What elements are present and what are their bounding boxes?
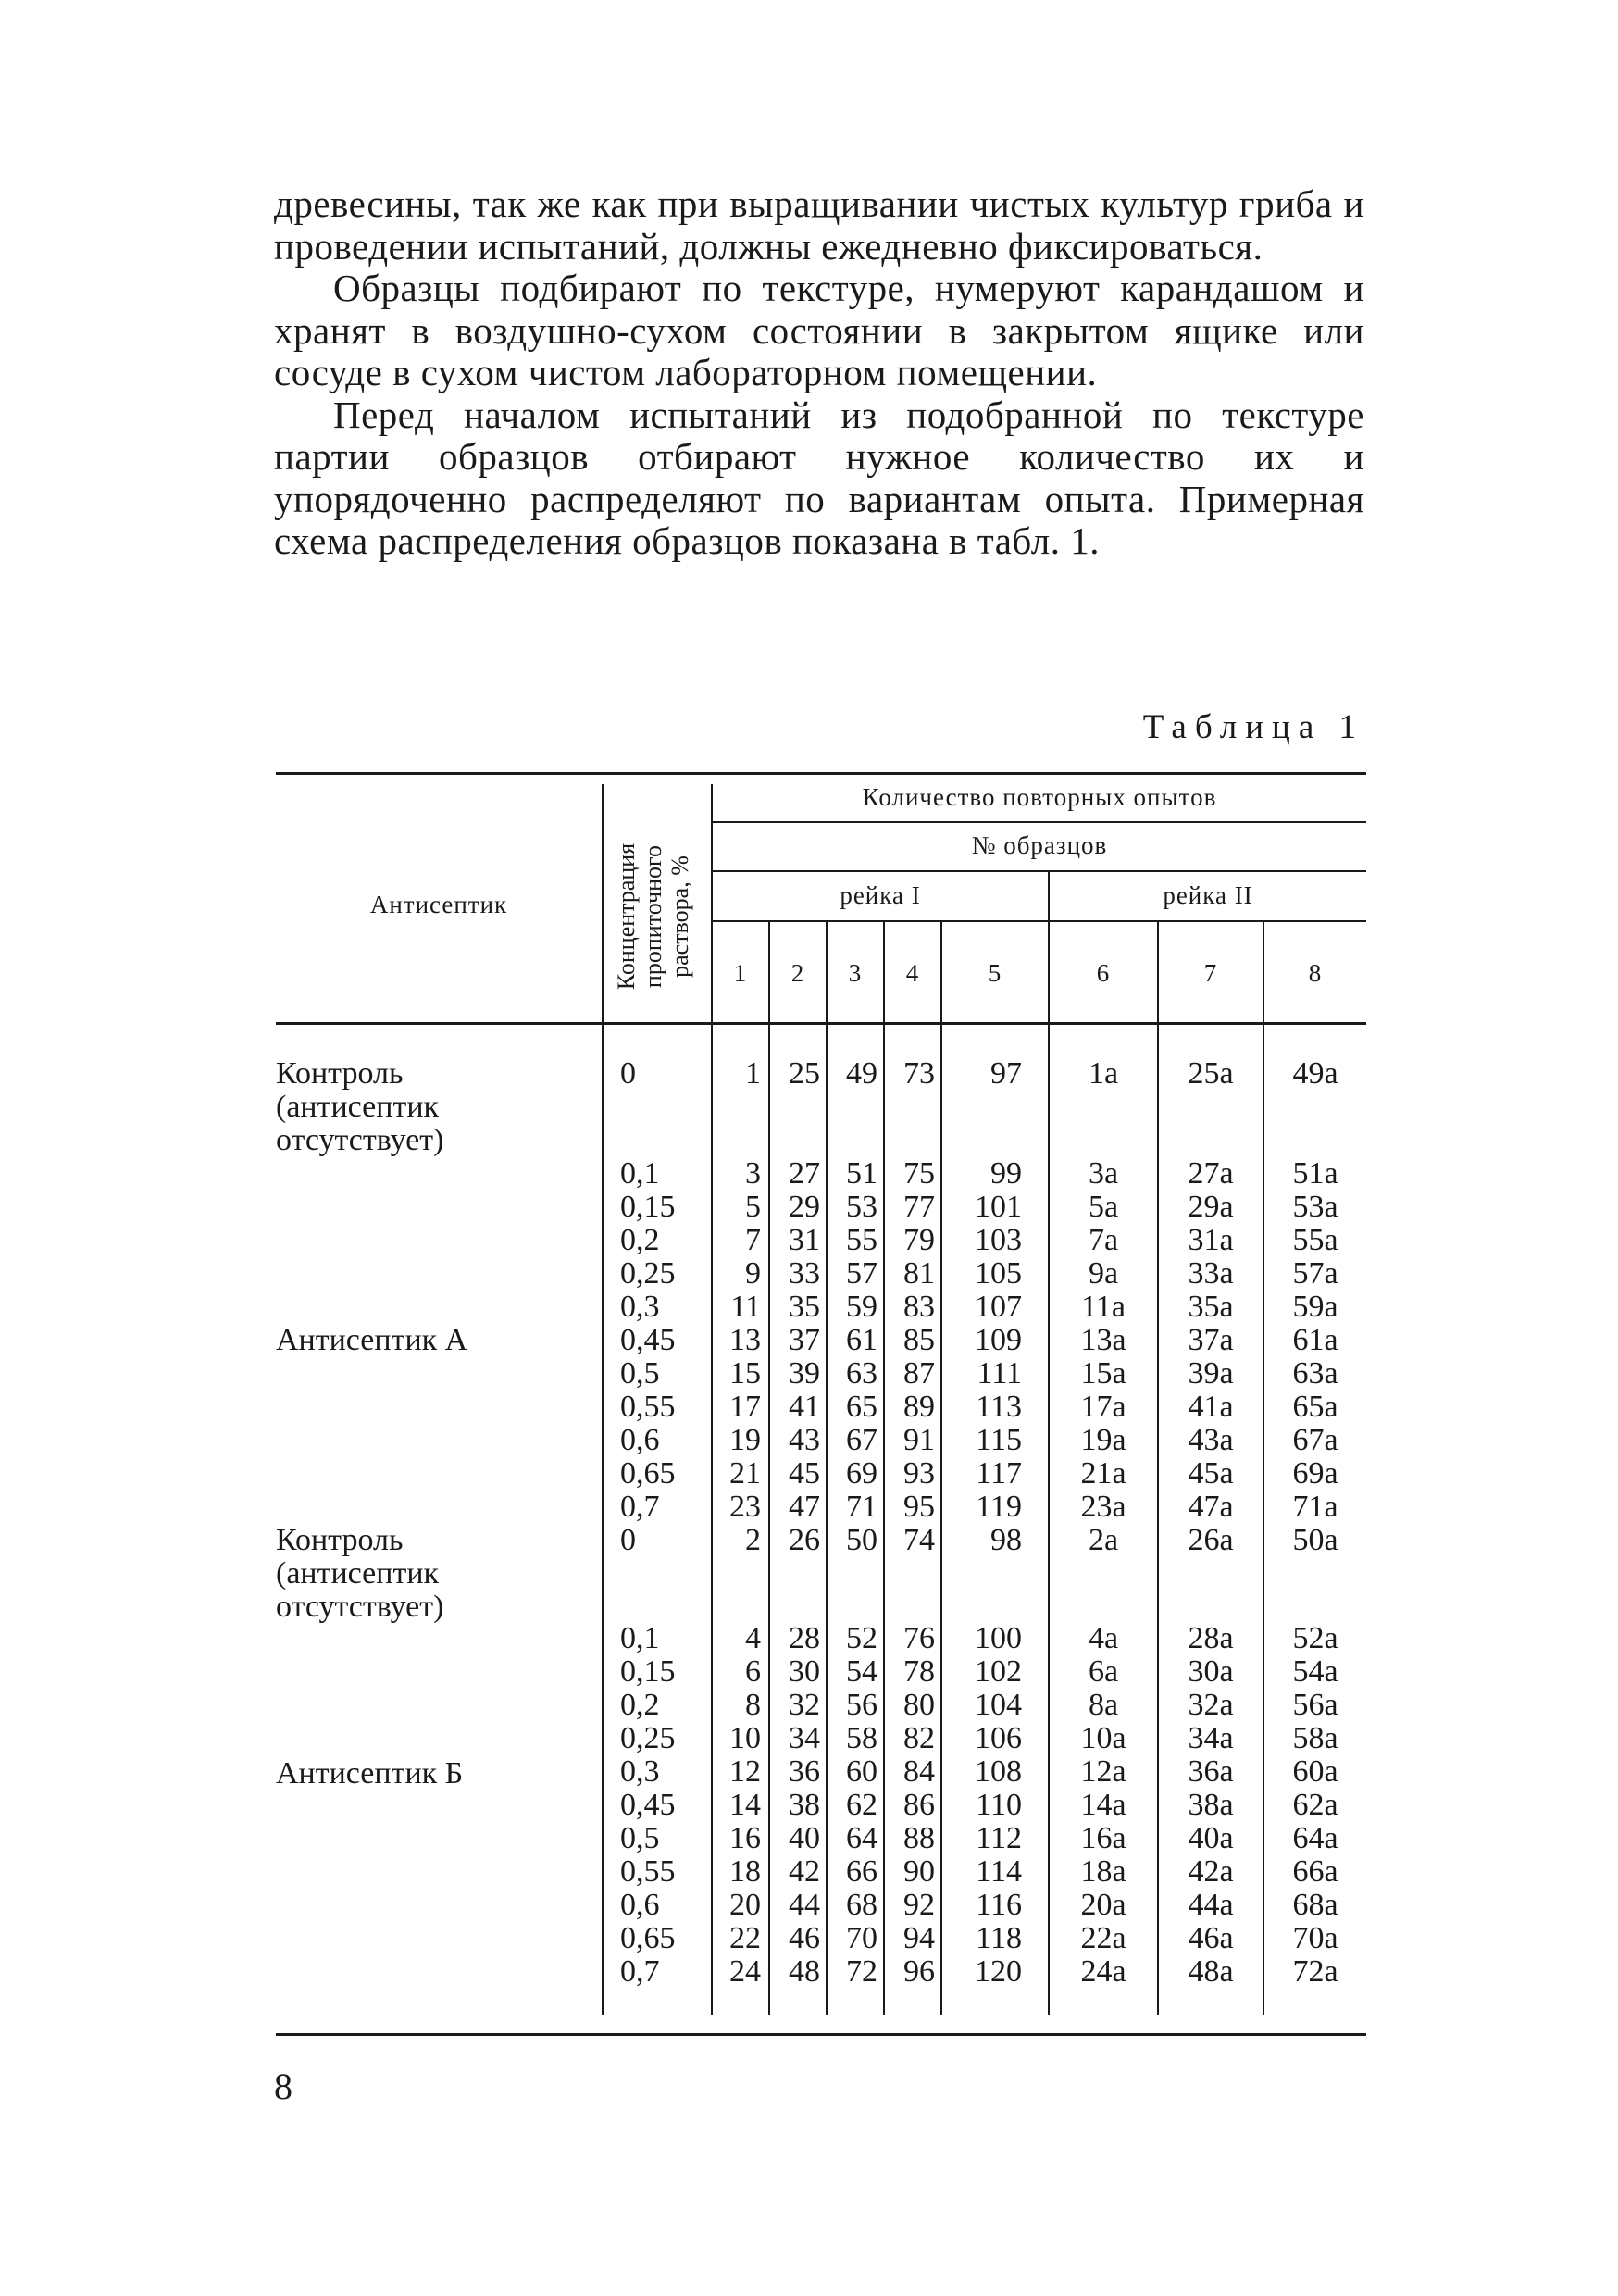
concentration-cell: 0: [620, 1523, 636, 1557]
table-caption: Таблица 1: [1142, 708, 1364, 746]
sample-cell: 2а: [1088, 1523, 1119, 1557]
header-col-1: 1: [733, 959, 748, 987]
sample-cell: 94: [903, 1921, 935, 1955]
sample-cell: 40: [789, 1821, 820, 1855]
concentration-cell: 0,55: [620, 1390, 676, 1424]
sample-cell: 46: [789, 1921, 820, 1955]
sample-cell: 26а: [1188, 1523, 1234, 1557]
body-text: [274, 183, 1364, 563]
header-antiseptic: Антисептик: [369, 891, 508, 918]
paragraph-1: древесины, так же как при выращивании чистых культур гриба и проведении испытаний, должны ежедневно фиксироваться.: [274, 182, 1364, 268]
sample-cell: 70а: [1292, 1921, 1338, 1955]
table-row: [0, 1524, 1618, 1557]
sample-cell: 102: [975, 1654, 1022, 1689]
sample-cell: 22: [729, 1921, 761, 1955]
sample-cell: 24: [729, 1954, 761, 1989]
table-row: [0, 1224, 1618, 1257]
sample-cell: 18а: [1080, 1854, 1126, 1889]
sample-cell: 17а: [1080, 1390, 1126, 1424]
header-col-6: 6: [1096, 959, 1111, 987]
sample-cell: 13а: [1080, 1323, 1126, 1357]
table-row: [0, 1257, 1618, 1291]
header-col-3: 3: [848, 959, 863, 987]
sample-cell: 71а: [1292, 1490, 1338, 1524]
sample-cell: 2: [745, 1523, 761, 1557]
table-row: [0, 1622, 1618, 1655]
table-row: [0, 1191, 1618, 1224]
sample-cell: 60: [846, 1754, 877, 1789]
table-row: [0, 1789, 1618, 1822]
sample-cell: 57а: [1292, 1256, 1338, 1291]
concentration-cell: 0,6: [620, 1888, 660, 1922]
sample-cell: 86: [903, 1788, 935, 1822]
sample-cell: 113: [976, 1390, 1022, 1424]
concentration-cell: 0,65: [620, 1921, 676, 1955]
sample-cell: 59а: [1292, 1290, 1338, 1324]
sample-cell: 55: [846, 1223, 877, 1257]
sample-cell: 29а: [1188, 1190, 1234, 1224]
sample-cell: 91: [903, 1423, 935, 1457]
sample-cell: 118: [976, 1921, 1022, 1955]
sample-cell: 117: [976, 1456, 1022, 1491]
header-repeats: Количество повторных опытов: [862, 783, 1217, 811]
sample-cell: 104: [975, 1688, 1022, 1722]
sample-cell: 69а: [1292, 1456, 1338, 1491]
sample-cell: 67а: [1292, 1423, 1338, 1457]
sample-cell: 71: [846, 1490, 877, 1524]
sample-cell: 42: [789, 1854, 820, 1889]
sample-cell: 61: [846, 1323, 877, 1357]
sample-cell: 44: [789, 1888, 820, 1922]
concentration-cell: 0,45: [620, 1788, 676, 1822]
sample-cell: 62: [846, 1788, 877, 1822]
concentration-cell: 0,7: [620, 1490, 660, 1524]
table-row: [0, 1755, 1618, 1789]
sample-cell: 48а: [1188, 1954, 1234, 1989]
sample-cell: 16а: [1080, 1821, 1126, 1855]
sample-cell: 100: [975, 1621, 1022, 1655]
sample-cell: 44а: [1188, 1888, 1234, 1922]
sample-cell: 64а: [1292, 1821, 1338, 1855]
sample-cell: 97: [990, 1056, 1022, 1091]
sample-cell: 120: [975, 1954, 1022, 1989]
table-row: [0, 1457, 1618, 1491]
sample-cell: 70: [846, 1921, 877, 1955]
sample-cell: 37а: [1188, 1323, 1234, 1357]
sample-cell: 116: [976, 1888, 1022, 1922]
sample-cell: 76: [903, 1621, 935, 1655]
sample-cell: 79: [903, 1223, 935, 1257]
sample-cell: 52а: [1292, 1621, 1338, 1655]
table-row: [0, 1057, 1618, 1091]
sample-cell: 21: [729, 1456, 761, 1491]
paragraph-3: Перед началом испытаний из подобранной по текстуре партии образцов отбирают нужное количество их и упорядоченно распределяют по вариантам опыта. Примерная схема распределения образцов показана в табл. 1.: [274, 393, 1364, 562]
sample-cell: 50а: [1292, 1523, 1338, 1557]
sample-cell: 73: [903, 1056, 935, 1091]
sample-cell: 22а: [1080, 1921, 1126, 1955]
sample-cell: 51а: [1292, 1156, 1338, 1191]
table-bottom-rule: [276, 2033, 1366, 2036]
concentration-cell: 0,1: [620, 1156, 660, 1191]
sample-cell: 51: [846, 1156, 877, 1191]
sample-cell: 62а: [1292, 1788, 1338, 1822]
concentration-cell: 0,1: [620, 1621, 660, 1655]
concentration-cell: 0,55: [620, 1854, 676, 1889]
sample-cell: 45: [789, 1456, 820, 1491]
sample-cell: 106: [975, 1721, 1022, 1755]
sample-cell: 103: [975, 1223, 1022, 1257]
concentration-cell: 0,7: [620, 1954, 660, 1989]
sample-cell: 75: [903, 1156, 935, 1191]
sample-cell: 110: [976, 1788, 1022, 1822]
sample-cell: 96: [903, 1954, 935, 1989]
sample-cell: 65: [846, 1390, 877, 1424]
sample-cell: 88: [903, 1821, 935, 1855]
sample-cell: 27: [789, 1156, 820, 1191]
sample-cell: 66: [846, 1854, 877, 1889]
sample-cell: 15: [729, 1356, 761, 1391]
sample-cell: 63: [846, 1356, 877, 1391]
concentration-cell: 0,5: [620, 1356, 660, 1391]
header-col-2: 2: [790, 959, 805, 987]
concentration-cell: 0,45: [620, 1323, 676, 1357]
sample-cell: 101: [975, 1190, 1022, 1224]
sample-cell: 80: [903, 1688, 935, 1722]
sample-cell: 36: [789, 1754, 820, 1789]
concentration-cell: 0: [620, 1056, 636, 1091]
sample-cell: 36а: [1188, 1754, 1234, 1789]
sample-cell: 64: [846, 1821, 877, 1855]
sample-cell: 32: [789, 1688, 820, 1722]
table-row: [0, 1424, 1618, 1457]
sample-cell: 25а: [1188, 1056, 1234, 1091]
sample-cell: 54а: [1292, 1654, 1338, 1689]
sample-cell: 8а: [1088, 1688, 1119, 1722]
sample-cell: 20а: [1080, 1888, 1126, 1922]
sample-cell: 35: [789, 1290, 820, 1324]
header-col-8: 8: [1308, 959, 1323, 987]
sample-cell: 9: [745, 1256, 761, 1291]
concentration-cell: 0,2: [620, 1688, 660, 1722]
sample-cell: 1а: [1088, 1056, 1119, 1091]
sample-cell: 11: [730, 1290, 761, 1324]
sample-cell: 10а: [1080, 1721, 1126, 1755]
sample-cell: 81: [903, 1256, 935, 1291]
sample-cell: 8: [745, 1688, 761, 1722]
sample-cell: 23: [729, 1490, 761, 1524]
sample-cell: 7а: [1088, 1223, 1119, 1257]
sample-cell: 87: [903, 1356, 935, 1391]
concentration-cell: 0,25: [620, 1721, 676, 1755]
sample-cell: 60а: [1292, 1754, 1338, 1789]
sample-cell: 85: [903, 1323, 935, 1357]
sample-cell: 31а: [1188, 1223, 1234, 1257]
sample-cell: 72: [846, 1954, 877, 1989]
sample-cell: 47: [789, 1490, 820, 1524]
sample-cell: 19: [729, 1423, 761, 1457]
group-label-control-1: Контроль (антисептик отсутствует): [276, 1056, 444, 1157]
sample-cell: 16: [729, 1821, 761, 1855]
sample-cell: 39: [789, 1356, 820, 1391]
header-line-samples: [711, 870, 1366, 872]
sample-cell: 57: [846, 1256, 877, 1291]
concentration-cell: 0,3: [620, 1754, 660, 1789]
sample-cell: 25: [789, 1056, 820, 1091]
sample-cell: 14: [729, 1788, 761, 1822]
sample-cell: 49: [846, 1056, 877, 1091]
sample-cell: 52: [846, 1621, 877, 1655]
sample-cell: 82: [903, 1721, 935, 1755]
sample-cell: 5: [745, 1190, 761, 1224]
sample-cell: 48: [789, 1954, 820, 1989]
header-col-5: 5: [988, 959, 1002, 987]
concentration-cell: 0,15: [620, 1654, 676, 1689]
sample-cell: 98: [990, 1523, 1022, 1557]
sample-cell: 56: [846, 1688, 877, 1722]
sample-cell: 30а: [1188, 1654, 1234, 1689]
sample-cell: 11а: [1081, 1290, 1126, 1324]
sample-cell: 12а: [1080, 1754, 1126, 1789]
sample-cell: 3а: [1088, 1156, 1119, 1191]
sample-cell: 72а: [1292, 1954, 1338, 1989]
sample-cell: 31: [789, 1223, 820, 1257]
sample-cell: 111: [977, 1356, 1022, 1391]
concentration-cell: 0,5: [620, 1821, 660, 1855]
sample-cell: 50: [846, 1523, 877, 1557]
sample-cell: 21а: [1080, 1456, 1126, 1491]
sample-cell: 6а: [1088, 1654, 1119, 1689]
table-row: [0, 1889, 1618, 1922]
sample-cell: 61а: [1292, 1323, 1338, 1357]
sample-cell: 17: [729, 1390, 761, 1424]
sample-cell: 12: [729, 1754, 761, 1789]
sample-cell: 46а: [1188, 1921, 1234, 1955]
sample-cell: 107: [975, 1290, 1022, 1324]
sample-cell: 35а: [1188, 1290, 1234, 1324]
sample-cell: 66а: [1292, 1854, 1338, 1889]
sample-cell: 23а: [1080, 1490, 1126, 1524]
table-row: [0, 1722, 1618, 1755]
table-row: [0, 1955, 1618, 1989]
sample-cell: 5а: [1088, 1190, 1119, 1224]
sample-cell: 77: [903, 1190, 935, 1224]
table-row: [0, 1157, 1618, 1191]
header-line-repeats: [711, 821, 1366, 823]
header-rail-2: рейка II: [1163, 881, 1253, 909]
sample-cell: 41: [789, 1390, 820, 1424]
sample-cell: 20: [729, 1888, 761, 1922]
group-label-antiseptic-b: Антисептик Б: [276, 1756, 464, 1791]
sample-cell: 114: [976, 1854, 1022, 1889]
sample-cell: 27а: [1188, 1156, 1234, 1191]
concentration-cell: 0,15: [620, 1190, 676, 1224]
sample-cell: 92: [903, 1888, 935, 1922]
sample-cell: 55а: [1292, 1223, 1338, 1257]
sample-cell: 58а: [1292, 1721, 1338, 1755]
sample-cell: 89: [903, 1390, 935, 1424]
sample-cell: 41а: [1188, 1390, 1234, 1424]
sample-cell: 45а: [1188, 1456, 1234, 1491]
sample-cell: 95: [903, 1490, 935, 1524]
group-label-antiseptic-a: Антисептик А: [276, 1323, 468, 1357]
sample-cell: 28а: [1188, 1621, 1234, 1655]
concentration-cell: 0,25: [620, 1256, 676, 1291]
sample-cell: 84: [903, 1754, 935, 1789]
table-row: [0, 1689, 1618, 1722]
sample-cell: 40а: [1188, 1821, 1234, 1855]
sample-cell: 4а: [1088, 1621, 1119, 1655]
sample-cell: 43а: [1188, 1423, 1234, 1457]
sample-cell: 1: [745, 1056, 761, 1091]
table-header-bottom-rule: [276, 1022, 1366, 1025]
sample-cell: 68: [846, 1888, 877, 1922]
table-row: [0, 1855, 1618, 1889]
table-row: [0, 1491, 1618, 1524]
sample-cell: 13: [729, 1323, 761, 1357]
sample-cell: 34а: [1188, 1721, 1234, 1755]
sample-cell: 115: [976, 1423, 1022, 1457]
concentration-cell: 0,65: [620, 1456, 676, 1491]
sample-cell: 47а: [1188, 1490, 1234, 1524]
sample-cell: 54: [846, 1654, 877, 1689]
sample-cell: 19а: [1080, 1423, 1126, 1457]
sample-cell: 105: [975, 1256, 1022, 1291]
sample-cell: 90: [903, 1854, 935, 1889]
sample-cell: 93: [903, 1456, 935, 1491]
concentration-cell: 0,3: [620, 1290, 660, 1324]
header-col-4: 4: [905, 959, 920, 987]
sample-cell: 6: [745, 1654, 761, 1689]
sample-cell: 99: [990, 1156, 1022, 1191]
sample-cell: 4: [745, 1621, 761, 1655]
sample-cell: 59: [846, 1290, 877, 1324]
header-line-rails: [711, 920, 1366, 922]
sample-cell: 34: [789, 1721, 820, 1755]
sample-cell: 7: [745, 1223, 761, 1257]
sample-cell: 68а: [1292, 1888, 1338, 1922]
table-row: [0, 1324, 1618, 1357]
sample-cell: 38: [789, 1788, 820, 1822]
table-row: [0, 1655, 1618, 1689]
sample-cell: 33а: [1188, 1256, 1234, 1291]
concentration-cell: 0,6: [620, 1423, 660, 1457]
sample-cell: 53: [846, 1190, 877, 1224]
sample-cell: 3: [745, 1156, 761, 1191]
sample-cell: 15а: [1080, 1356, 1126, 1391]
table-row: [0, 1357, 1618, 1391]
sample-cell: 67: [846, 1423, 877, 1457]
concentration-cell: 0,2: [620, 1223, 660, 1257]
sample-cell: 14а: [1080, 1788, 1126, 1822]
sample-cell: 112: [976, 1821, 1022, 1855]
sample-cell: 37: [789, 1323, 820, 1357]
header-col-7: 7: [1203, 959, 1218, 987]
sample-cell: 18: [729, 1854, 761, 1889]
sample-cell: 33: [789, 1256, 820, 1291]
header-samples: № образцов: [971, 831, 1108, 859]
page-number: 8: [274, 2065, 292, 2107]
sample-cell: 83: [903, 1290, 935, 1324]
group-label-control-2: Контроль (антисептик отсутствует): [276, 1523, 444, 1624]
sample-cell: 108: [975, 1754, 1022, 1789]
sample-cell: 10: [729, 1721, 761, 1755]
sample-cell: 49а: [1292, 1056, 1338, 1091]
paragraph-2: Образцы подбирают по текстуре, нумеруют карандашом и хранят в воздушно-сухом состоянии в закрытом ящике или сосуде в сухом чистом лабораторном помещении.: [274, 267, 1364, 393]
sample-cell: 109: [975, 1323, 1022, 1357]
sample-cell: 65а: [1292, 1390, 1338, 1424]
sample-cell: 42а: [1188, 1854, 1234, 1889]
sample-cell: 63а: [1292, 1356, 1338, 1391]
sample-cell: 24а: [1080, 1954, 1126, 1989]
header-rail-1: рейка I: [840, 881, 921, 909]
sample-cell: 58: [846, 1721, 877, 1755]
table-row: [0, 1391, 1618, 1424]
sample-cell: 9а: [1088, 1256, 1119, 1291]
sample-cell: 29: [789, 1190, 820, 1224]
sample-cell: 30: [789, 1654, 820, 1689]
sample-cell: 39а: [1188, 1356, 1234, 1391]
sample-cell: 43: [789, 1423, 820, 1457]
sample-cell: 28: [789, 1621, 820, 1655]
sample-cell: 38а: [1188, 1788, 1234, 1822]
sample-cell: 53а: [1292, 1190, 1338, 1224]
sample-cell: 56а: [1292, 1688, 1338, 1722]
sample-cell: 69: [846, 1456, 877, 1491]
table-row: [0, 1922, 1618, 1955]
sample-cell: 74: [903, 1523, 935, 1557]
sample-cell: 26: [789, 1523, 820, 1557]
header-concentration: Концентрация пропиточного раствора, %: [613, 842, 693, 991]
table-row: [0, 1822, 1618, 1855]
sample-cell: 119: [976, 1490, 1022, 1524]
sample-cell: 32а: [1188, 1688, 1234, 1722]
table-top-rule: [276, 772, 1366, 775]
table-row: [0, 1291, 1618, 1324]
sample-cell: 78: [903, 1654, 935, 1689]
